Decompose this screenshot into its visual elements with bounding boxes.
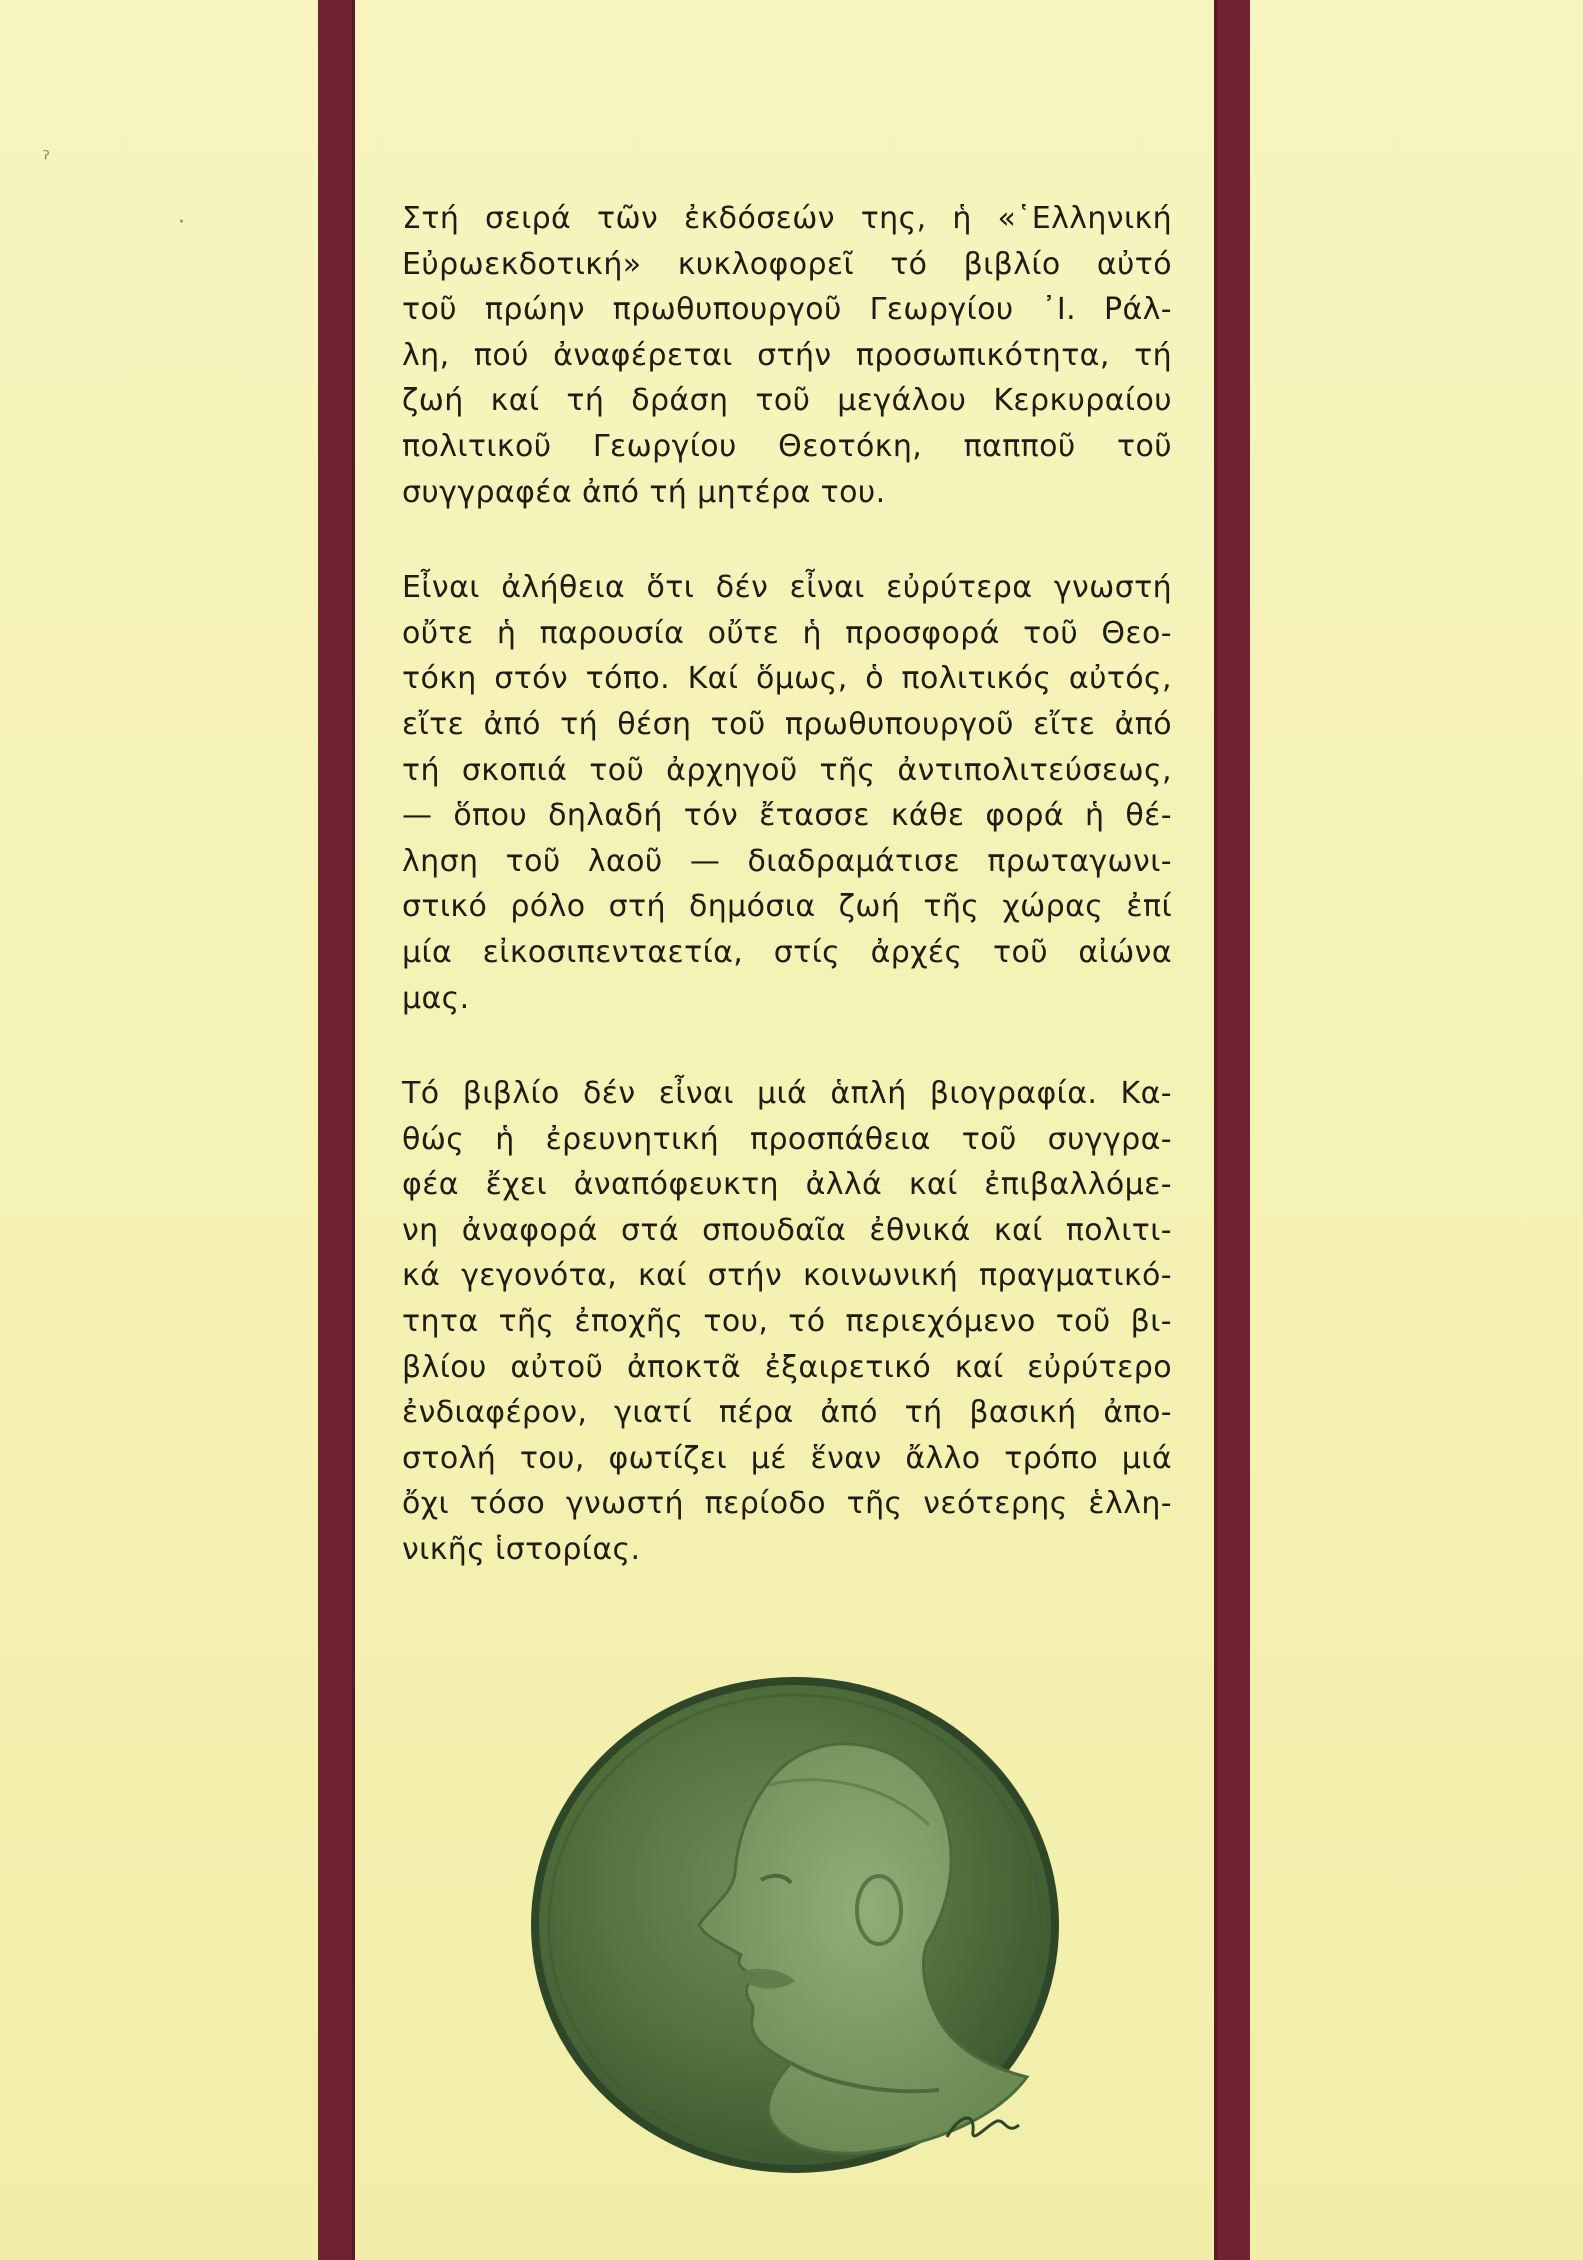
text-line: τητα τῆς ἐποχῆς του, τό περιεχόμενο τοῦ βι- bbox=[402, 1304, 1172, 1340]
text-line: στολή του, φωτίζει μέ ἕναν ἄλλο τρόπο μιά bbox=[402, 1440, 1172, 1476]
text-line: τόκη στόν τόπο. Καί ὅμως, ὁ πολιτικός αὐτός, bbox=[402, 661, 1172, 697]
text-line: Στή σειρά τῶν ἐκδόσεών της, ἡ «῾Ελληνική bbox=[402, 201, 1172, 236]
right-stripe bbox=[1214, 0, 1250, 2260]
edge-speck: · bbox=[178, 210, 185, 235]
text-line: εἴτε ἀπό τή θέση τοῦ πρωθυπουργοῦ εἴτε ἀπό bbox=[402, 706, 1172, 742]
text-line: ληση τοῦ λαοῦ — διαδραμάτισε πρωταγωνι- bbox=[402, 843, 1172, 879]
text-line: μας. bbox=[402, 980, 470, 1016]
text-line: λη, πού ἀναφέρεται στήν προσωπικότητα, τή bbox=[402, 337, 1172, 373]
text-line: — ὅπου δηλαδή τόν ἔτασσε κάθε φορά ἡ θέ- bbox=[402, 798, 1172, 834]
text-line: νικῆς ἱστορίας. bbox=[402, 1532, 641, 1568]
text-line: ἐνδιαφέρον, γιατί πέρα ἀπό τή βασική ἀπο- bbox=[402, 1395, 1172, 1431]
edge-speck: ˀ bbox=[42, 148, 51, 173]
text-line: νη ἀναφορά στά σπουδαῖα ἐθνικά καί πολιτι- bbox=[402, 1212, 1172, 1248]
text-line: Εὐρωεκδοτική» κυκλοφορεῖ τό βιβλίο αὐτό bbox=[402, 246, 1172, 282]
paragraph-3 bbox=[402, 1071, 1172, 1573]
text-line: θώς ἡ ἐρευνητική προσπάθεια τοῦ συγγρα- bbox=[402, 1121, 1172, 1157]
portrait-medal-icon bbox=[529, 1675, 1062, 2176]
text-line: βλίου αὐτοῦ ἀποκτᾶ ἐξαιρετικό καί εὐρύτερο bbox=[402, 1349, 1172, 1385]
text-line: Εἶναι ἀλήθεια ὅτι δέν εἶναι εὐρύτερα γνωστή bbox=[402, 570, 1172, 606]
paragraph-1 bbox=[402, 196, 1172, 515]
text-line: ζωή καί τή δράση τοῦ μεγάλου Κερκυραίου bbox=[402, 383, 1172, 419]
blurb-text bbox=[402, 196, 1172, 1623]
text-line: Τό βιβλίο δέν εἶναι μιά ἁπλή βιογραφία. Κα- bbox=[402, 1076, 1172, 1112]
text-line: κά γεγονότα, καί στήν κοινωνική πραγματικό- bbox=[402, 1258, 1172, 1294]
text-line: μία εἰκοσιπενταετία, στίς ἀρχές τοῦ αἰώνα bbox=[402, 934, 1172, 970]
left-stripe bbox=[318, 0, 355, 2260]
text-line: στικό ρόλο στή δημόσια ζωή τῆς χώρας ἐπί bbox=[402, 889, 1172, 925]
text-line: συγγραφέα ἀπό τή μητέρα του. bbox=[402, 474, 886, 510]
text-line: τή σκοπιά τοῦ ἀρχηγοῦ τῆς ἀντιπολιτεύσεως, bbox=[402, 752, 1172, 788]
text-line: οὔτε ἡ παρουσία οὔτε ἡ προσφορά τοῦ Θεο- bbox=[402, 615, 1172, 651]
text-line: ὄχι τόσο γνωστή περίοδο τῆς νεότερης ἑλλη- bbox=[402, 1486, 1172, 1522]
text-line: τοῦ πρώην πρωθυπουργοῦ Γεωργίου ᾿Ι. Ράλ- bbox=[402, 292, 1172, 328]
text-line: πολιτικοῦ Γεωργίου Θεοτόκη, παπποῦ τοῦ bbox=[402, 428, 1172, 464]
text-line: φέα ἔχει ἀναπόφευκτη ἀλλά καί ἐπιβαλλόμε- bbox=[402, 1167, 1172, 1203]
paragraph-2 bbox=[402, 565, 1172, 1021]
